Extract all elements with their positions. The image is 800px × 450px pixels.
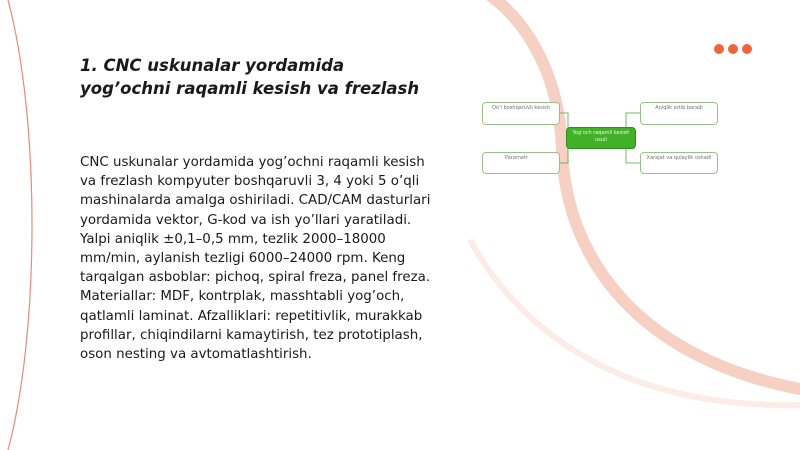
accent-dots — [714, 39, 756, 58]
mind-map-node-bottom-right: Xarajat va qulaylik oshadi — [640, 152, 718, 174]
title-line-2: yog’ochni raqamli kesish va frezlash — [80, 79, 420, 98]
dot-icon — [742, 44, 752, 54]
mind-map-diagram — [478, 96, 724, 182]
mind-map-node-bottom-left: Parametr — [482, 152, 560, 174]
mind-map-node-top-left: Qo’l boshqaruvli kesish — [482, 102, 560, 125]
slide-body-text: CNC uskunalar yordamida yog’ochni raqamli kesish va frezlash kompyuter boshqaruvli 3, 4 yoki 5 o’qli mashinalarda amalga oshiriladi. CAD/CAM dasturlari yordamida vektor, G-kod va ish yo’llari yaratiladi. Yalpi aniqlik ±0,1–0,5 mm, tezlik 2000–18000 mm/min, aylanish tezligi 6000–24000 rpm. Keng tarqalgan asboblar: pichoq, spiral freza, panel freza. Materiallar: MDF, kontrplak, masshtabli yog’och, qatlamli laminat. Afzalliklari: repetitivlik, murakkab profillar, chiqindilarni kamaytirish, tez prototiplash, oson nesting va avtomatlashtirish. — [80, 155, 431, 363]
left-curve-line — [8, 0, 32, 450]
mind-map-node-top-right: Aniqlik ortib boradi — [640, 102, 718, 125]
mind-map-node-center: Yog’och raqamli kesish usuli — [566, 127, 636, 149]
title-line-1: 1. CNC uskunalar yordamida — [80, 56, 345, 75]
dot-icon — [714, 44, 724, 54]
right-arc — [482, 0, 800, 390]
slide-title — [80, 54, 460, 100]
dot-icon — [728, 44, 738, 54]
